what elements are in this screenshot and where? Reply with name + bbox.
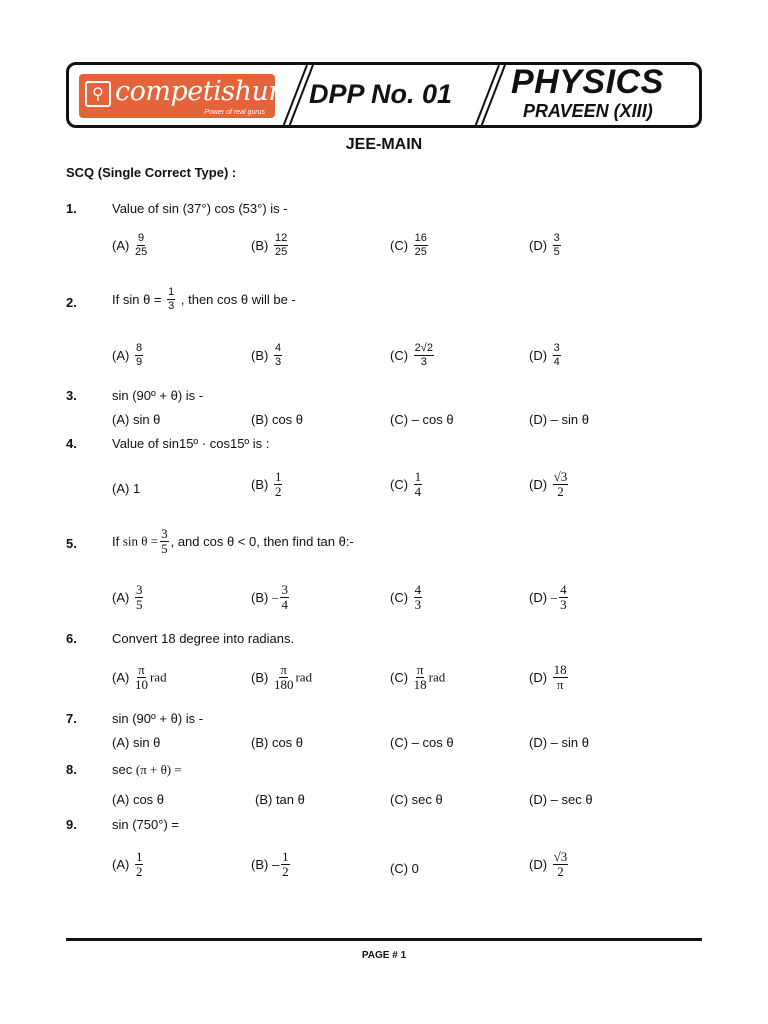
- option-d: (D) – sin θ: [529, 735, 589, 750]
- option-c: (C) $\frac{1}{4}$: [390, 469, 422, 499]
- question-text: If sin θ = $\frac{1}{3}$ , then cos θ will be -: [112, 286, 296, 312]
- option-d: (D) – sin θ: [529, 412, 589, 427]
- question-text: sin (90º + θ) is -: [112, 388, 204, 403]
- section-heading: SCQ (Single Correct Type) :: [66, 165, 237, 180]
- option-c: (C) 0: [390, 861, 419, 876]
- option-b: (B) cos θ: [251, 412, 304, 427]
- option-d: (D) – sec θ: [529, 792, 593, 807]
- option-b: (B) $\frac{1}{2}$: [251, 469, 282, 499]
- option-a: (A) sin θ: [112, 735, 161, 750]
- question-text: sin (90º + θ) is -: [112, 711, 204, 726]
- option-c: (C) – cos θ: [390, 735, 454, 750]
- option-d: (D) $\frac{3}{5}$: [529, 232, 560, 258]
- option-b: (B) $\frac{4}{3}$: [251, 342, 282, 368]
- logo-tagline: Power of real gurus: [204, 109, 265, 116]
- option-c: (C) $\frac{\pi}{18}$ rad: [390, 662, 446, 692]
- question-number: 3.: [66, 388, 77, 403]
- question-number: 2.: [66, 295, 77, 310]
- option-b: (B) $\frac{\pi}{180}$ rad: [251, 662, 313, 692]
- option-d: (D) $\frac{√3}{2}$: [529, 849, 568, 879]
- option-b: (B) – $\frac{1}{2}$: [251, 849, 289, 879]
- option-c: (C) sec θ: [390, 792, 443, 807]
- question-text: Convert 18 degree into radians.: [112, 631, 295, 646]
- header-banner: [66, 62, 702, 128]
- question-number: 8.: [66, 762, 77, 777]
- option-a: (A) $\frac{1}{2}$: [112, 849, 143, 879]
- option-b: (B) cos θ: [251, 735, 304, 750]
- option-b: (B) tan θ: [255, 792, 305, 807]
- option-c: (C) $\frac{2√2}{3}$: [390, 342, 433, 368]
- question-number: 9.: [66, 817, 77, 832]
- option-c: (C) $\frac{4}{3}$: [390, 582, 422, 612]
- page-number: PAGE # 1: [361, 950, 407, 961]
- cyclist-icon: ⚲: [85, 81, 111, 107]
- question-number: 7.: [66, 711, 77, 726]
- option-d: (D) $\frac{3}{4}$: [529, 342, 560, 368]
- option-a: (A) $\frac{3}{5}$: [112, 582, 143, 612]
- subject-title: PHYSICS: [511, 63, 664, 101]
- option-d: (D) $\frac{√3}{2}$: [529, 469, 568, 499]
- option-a: (A) cos θ: [112, 792, 165, 807]
- question-number: 1.: [66, 201, 77, 216]
- option-a: (A) 1: [112, 481, 141, 496]
- option-a: (A) $\frac{8}{9}$: [112, 342, 143, 368]
- question-number: 6.: [66, 631, 77, 646]
- exam-title: JEE-MAIN: [345, 136, 423, 153]
- question-text: sec (π + θ) =: [112, 762, 182, 777]
- logo-name: competishun: [115, 76, 286, 107]
- option-a: (A) $\frac{9}{25}$: [112, 232, 148, 258]
- question-number: 4.: [66, 436, 77, 451]
- option-a: (A) $\frac{\pi}{10}$ rad: [112, 662, 167, 692]
- question-text: Value of sin (37°) cos (53°) is -: [112, 201, 288, 216]
- question-text: Value of sin15º · cos15º is :: [112, 436, 270, 451]
- option-c: (C) $\frac{16}{25}$: [390, 232, 427, 258]
- option-b: (B) – $\frac{3}{4}$: [251, 582, 288, 612]
- footer-rule: [66, 938, 702, 941]
- option-a: (A) sin θ: [112, 412, 161, 427]
- option-d: (D) $\frac{18}{\pi}$: [529, 662, 567, 692]
- batch-name: PRAVEEN (XIII): [523, 101, 653, 121]
- question-number: 5.: [66, 536, 77, 551]
- option-c: (C) – cos θ: [390, 412, 454, 427]
- option-d: (D) – $\frac{4}{3}$: [529, 582, 567, 612]
- dpp-number: DPP No. 01: [309, 79, 453, 109]
- option-b: (B) $\frac{12}{25}$: [251, 232, 288, 258]
- question-text: If sin θ = $\frac{3}{5}$ , and cos θ < 0, then find tan θ:-: [112, 526, 354, 556]
- question-text: sin (750°) =: [112, 817, 179, 832]
